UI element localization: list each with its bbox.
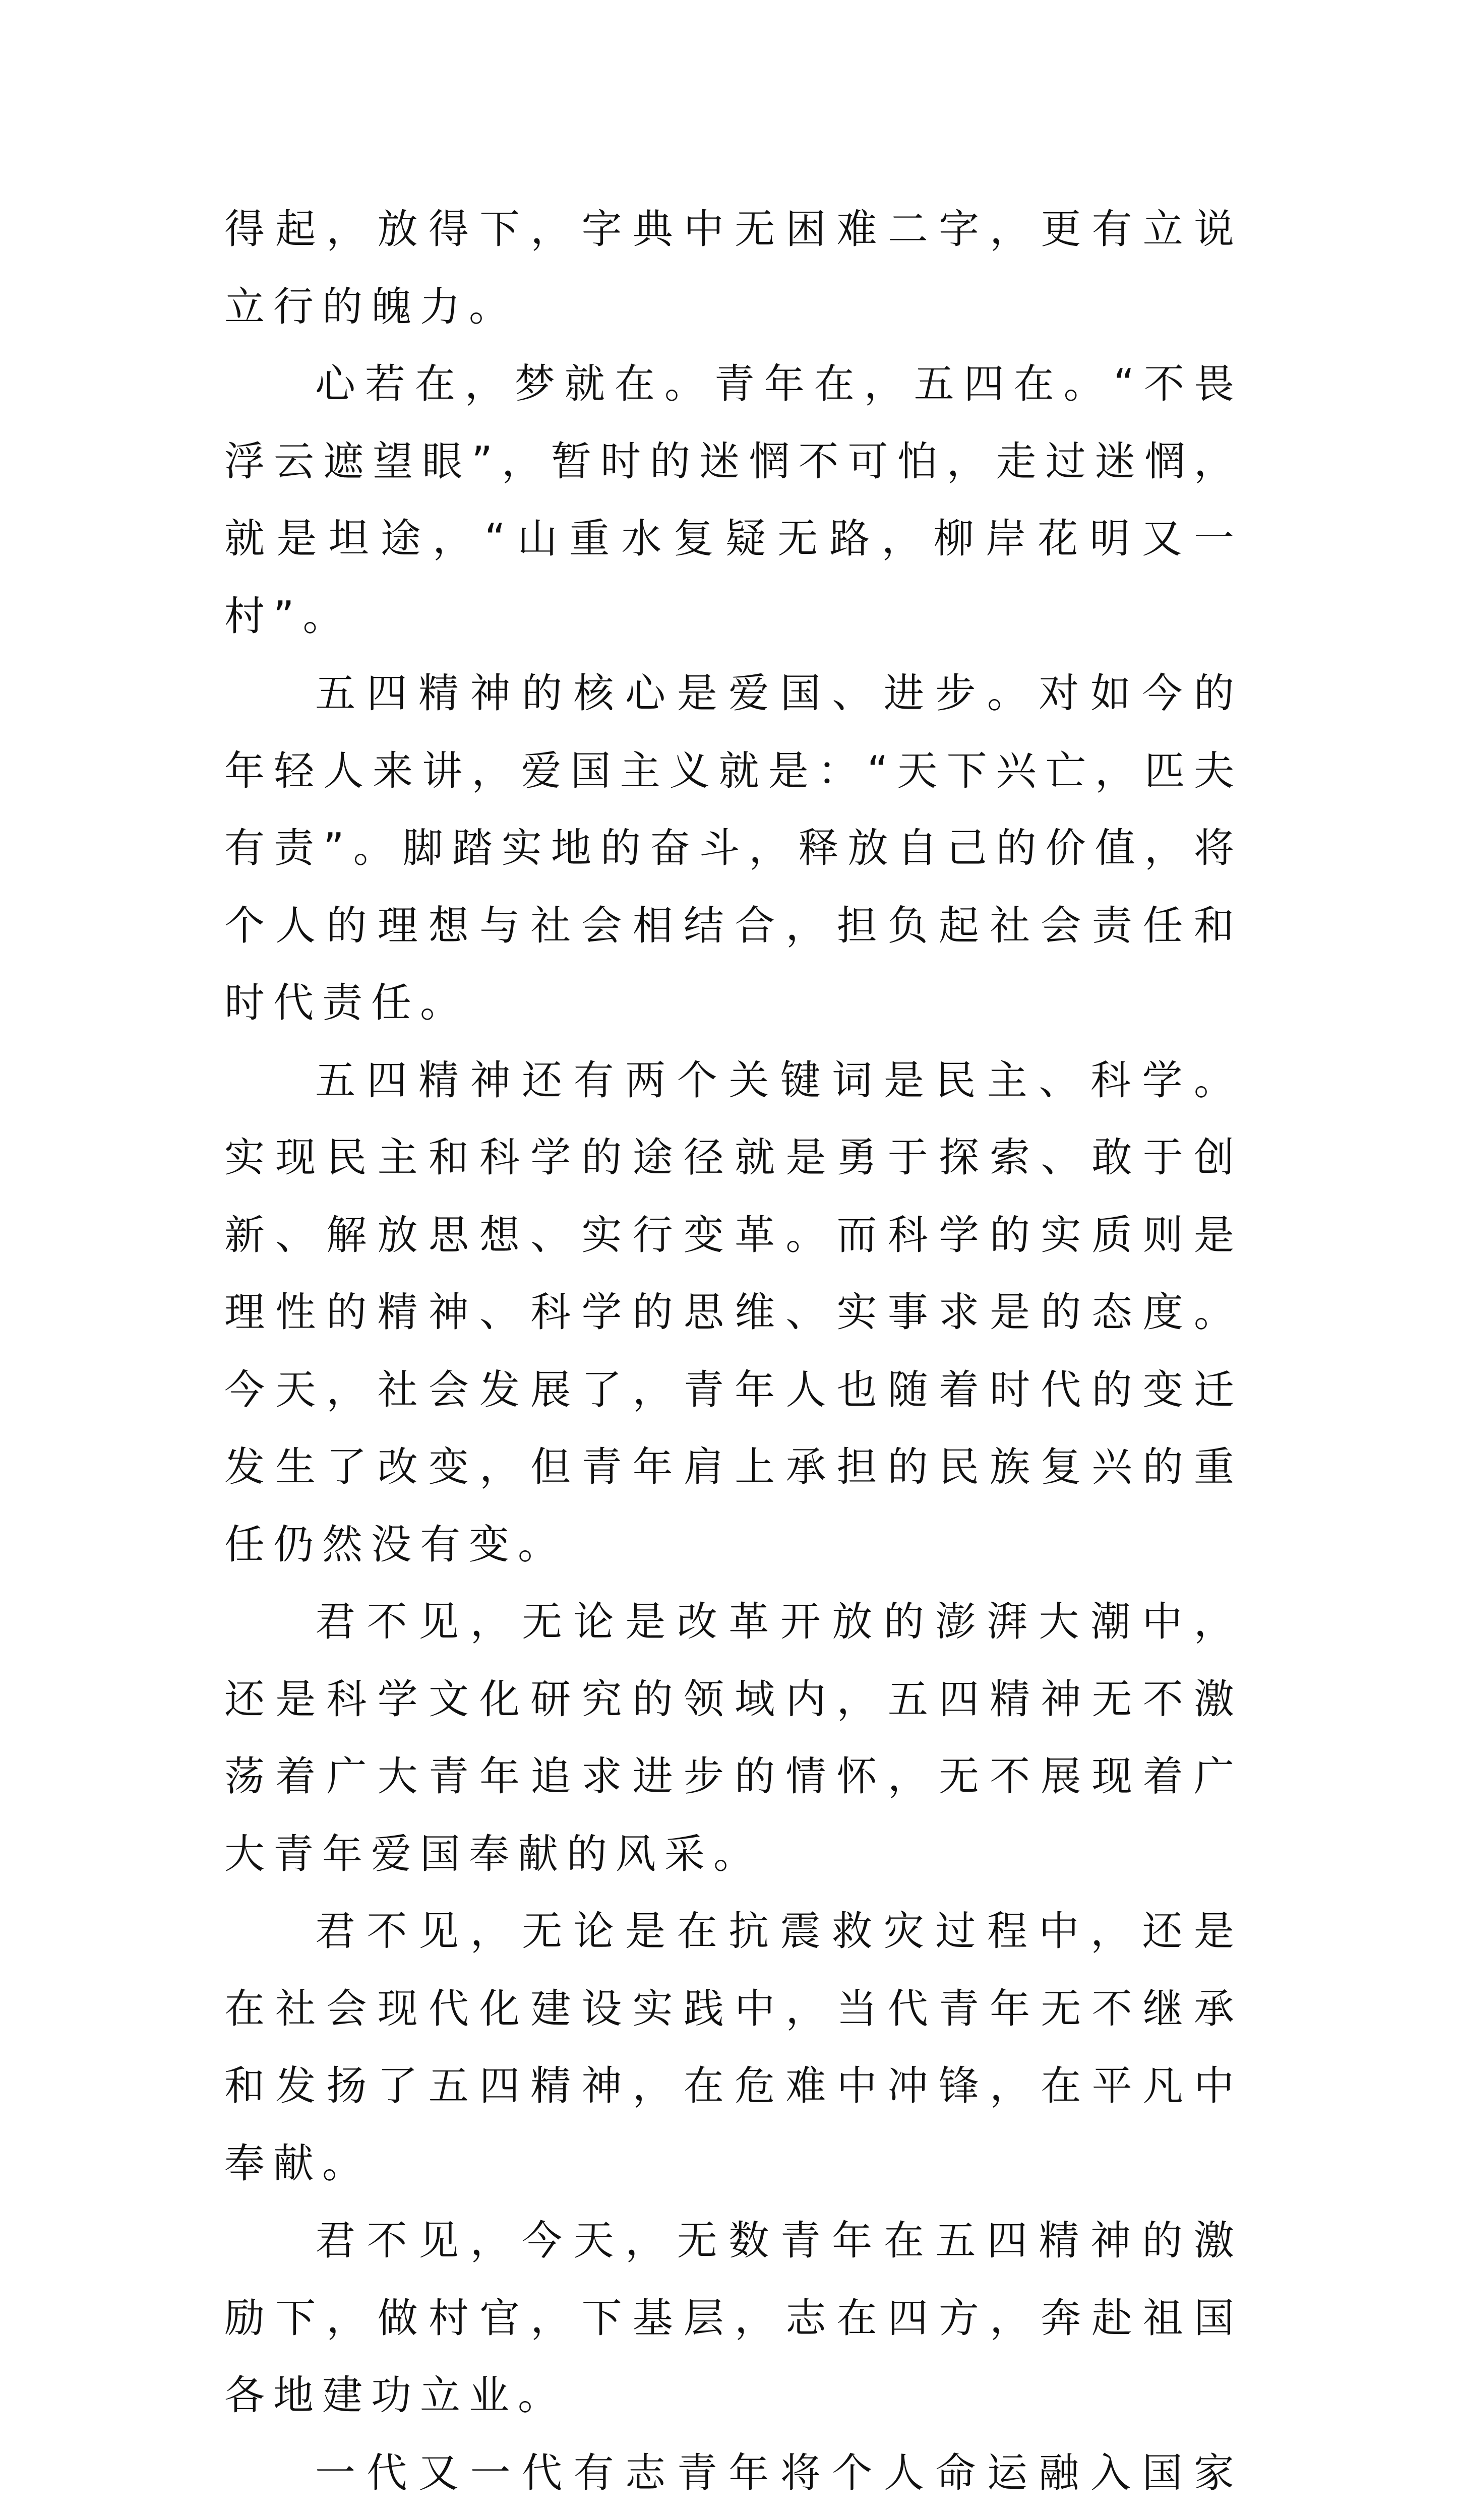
document-body <box>224 191 1243 2520</box>
paragraph: 一代又一代有志青年将个人命运融入国家 <box>224 2434 1243 2520</box>
paragraph: 得起，放得下，字典中无困难二字，更有立说立行的魄力。 <box>224 191 1243 345</box>
paragraph: 心若在，梦就在。青年在，五四在。“不畏浮云遮望眼”，暂时的迷惘不可怕，走过迷惘，就是坦途，“山重水复疑无路，柳岸花明又一村”。 <box>224 345 1243 655</box>
paragraph: 五四精神还有两个关键词是民主、科学。实现民主和科学的途径就是勇于探索、敢于创新、解放思想、实行变革。而科学的实质则是理性的精神、科学的思维、实事求是的态度。今天，社会发展了，青年人也随着时代的变迁发生了改变，但青年肩上承担的民族复兴的重任仍然没有变。 <box>224 1042 1243 1584</box>
paragraph: 君不见，无论是在抗震救灾过程中，还是在社会现代化建设实践中，当代青年无不继承和发扬了五四精神，在危难中冲锋，在平凡中奉献。 <box>224 1893 1243 2202</box>
paragraph: 五四精神的核心是爱国、进步。对如今的年轻人来讲，爱国主义就是：“天下兴亡，匹夫有责”。脚踏实地的奋斗，释放自己的价值，将个人的理想与社会相结合，担负起社会责任和时代责任。 <box>224 655 1243 1042</box>
paragraph: 君不见，今天，无数青年在五四精神的激励下，做村官，下基层，志在四方，奔赴祖国各地建功立业。 <box>224 2202 1243 2434</box>
paragraph: 君不见，无论是改革开放的澎湃大潮中，还是科学文化研究的领域内，五四精神无不激荡着广大青年追求进步的情怀，无不展现着广大青年爱国奉献的风采。 <box>224 1583 1243 1893</box>
